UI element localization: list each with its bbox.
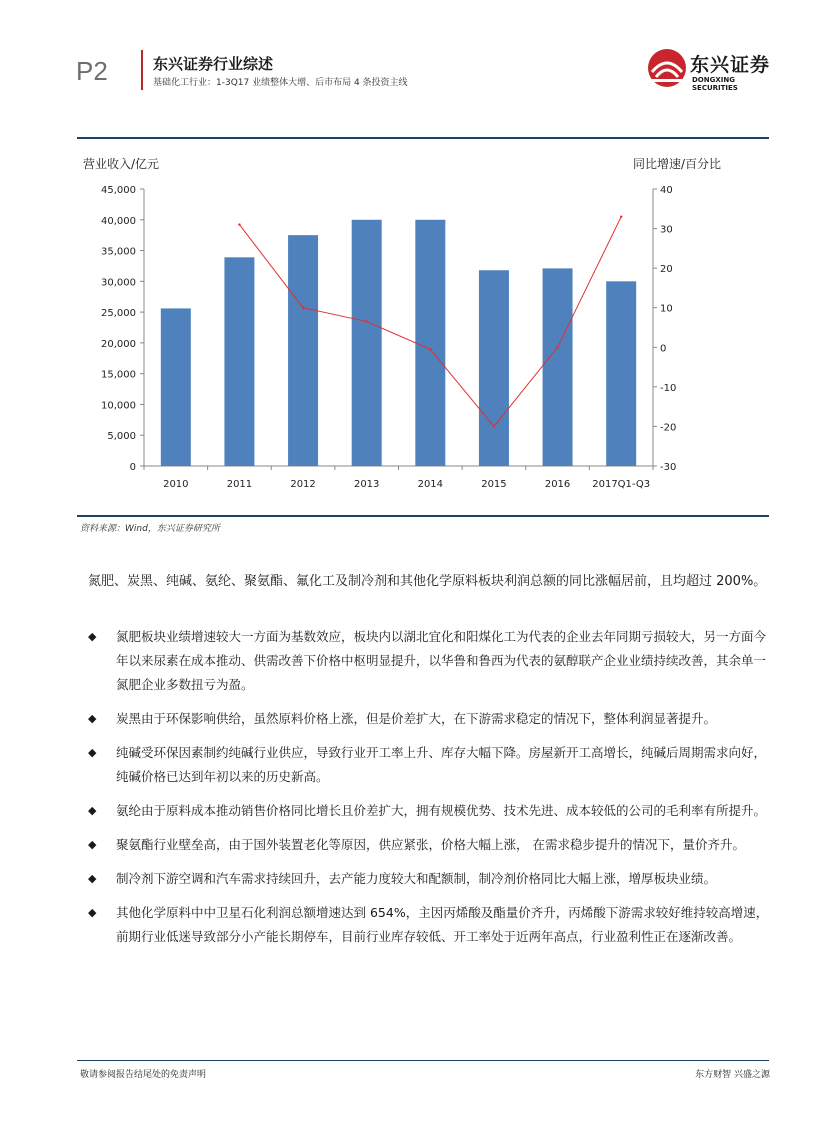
bullet-text: 其他化学原料中中卫星石化利润总额增速达到 654%，主因丙烯酸及酯量价齐升，丙烯酸下游需求较好维持较高增速，前期行业低迷导致部分小产能长期停车，目前行业库存较低、开工率处于近两年高点，行业盈利性正在逐渐改善。 [116, 905, 769, 944]
growth-point-2013 [365, 320, 367, 322]
bullet-text: 炭黑由于环保影响供给，虽然原料价格上涨，但是价差扩大，在下游需求稳定的情况下，整体利润显著提升。 [116, 711, 717, 726]
bullet-diamond-icon: ◆ [88, 746, 97, 759]
left-tick-label: 0 [129, 462, 136, 473]
dongxing-logo [646, 44, 776, 94]
analysis-bullet-list [88, 625, 770, 959]
right-tick-label: 30 [660, 224, 673, 236]
bullet-item-nitrogen-fertilizer [88, 625, 770, 697]
chart-bottom-rule [77, 515, 769, 517]
bullet-item-polyurethane [88, 833, 770, 857]
growth-point-2016 [556, 346, 558, 348]
growth-point-2015 [493, 425, 495, 427]
footer-rule [77, 1060, 769, 1061]
chart-source-note: 资料来源：Wind，东兴证券研究所 [80, 524, 220, 534]
growth-point-2011 [238, 223, 240, 225]
chart-svg [77, 140, 769, 515]
revenue-bar-2014 [415, 220, 445, 466]
bullet-diamond-icon: ◆ [88, 630, 97, 643]
x-tick-label: 2017Q1-Q3 [592, 479, 651, 490]
bullet-text: 氨纶由于原料成本推动销售价格同比增长且价差扩大，拥有规模优势、技术先进、成本较低的公司的毛利率有所提升。 [116, 803, 767, 818]
bullet-item-other-chemicals [88, 901, 770, 949]
right-tick-label: -10 [660, 382, 677, 394]
x-tick-label: 2012 [290, 479, 316, 490]
revenue-bar-2016 [543, 268, 573, 466]
left-tick-label: 15,000 [101, 369, 136, 381]
left-tick-label: 25,000 [101, 308, 136, 320]
left-tick-label: 40,000 [101, 215, 136, 227]
dongxing-logo-icon [646, 48, 688, 88]
report-subtitle: 基础化工行业：1-3Q17 业绩整体大增、后市布局 4 条投资主线 [153, 78, 408, 88]
report-series-title: 东兴证券行业综述 [153, 55, 274, 73]
bullet-diamond-icon: ◆ [88, 804, 97, 817]
bullet-text: 氮肥板块业绩增速较大一方面为基数效应，板块内以湖北宜化和阳煤化工为代表的企业去年同期亏损较大，另一方面今年以来尿素在成本推动、供需改善下价格中枢明显提升，以华鲁和鲁西为代表的氨醇联产企业业绩持续改善，其余单一氮肥企业多数扭亏为盈。 [116, 629, 767, 692]
revenue-bar-2015 [479, 270, 509, 466]
x-tick-label: 2010 [163, 479, 189, 490]
revenue-bar-2013 [352, 220, 382, 466]
right-tick-label: -20 [660, 422, 677, 434]
revenue-bar-2011 [224, 257, 254, 466]
intro-paragraph: 氮肥、炭黑、纯碱、氨纶、聚氨酯、氟化工及制冷剂和其他化学原料板块利润总额的同比涨幅居前，且均超过 200%。 [88, 574, 767, 589]
bullet-item-soda-ash [88, 741, 770, 789]
x-tick-label: 2013 [353, 479, 380, 490]
right-tick-label: 10 [660, 303, 673, 315]
revenue-bar-2012 [288, 235, 318, 466]
header-divider [141, 50, 143, 90]
bullet-diamond-icon: ◆ [88, 712, 97, 725]
bullet-diamond-icon: ◆ [88, 872, 97, 885]
right-tick-label: -30 [660, 462, 677, 473]
page-number: P2 [76, 56, 108, 86]
footer-disclaimer: 敬请参阅报告结尾处的免责声明 [80, 1070, 207, 1080]
revenue-growth-chart [77, 140, 769, 515]
right-tick-label: 0 [660, 343, 667, 355]
left-tick-label: 5,000 [107, 431, 136, 443]
revenue-bar-2010 [161, 308, 191, 466]
left-tick-label: 35,000 [101, 246, 136, 258]
left-tick-label: 10,000 [101, 400, 136, 412]
bullet-item-carbon-black [88, 707, 770, 731]
bullet-item-spandex [88, 799, 770, 823]
bullet-diamond-icon: ◆ [88, 906, 97, 919]
x-tick-label: 2011 [226, 479, 253, 490]
x-tick-label: 2014 [417, 479, 444, 490]
right-tick-label: 40 [660, 185, 673, 196]
bullet-diamond-icon: ◆ [88, 838, 97, 851]
revenue-bar-2017Q1-Q3 [606, 281, 636, 466]
growth-point-2012 [302, 307, 304, 309]
logo-english-text: DONGXING SECURITIES [692, 76, 738, 92]
x-tick-label: 2015 [481, 479, 507, 490]
left-tick-label: 20,000 [101, 338, 136, 350]
chart-top-rule [77, 137, 769, 139]
right-axis-title: 同比增速/百分比 [633, 157, 722, 171]
bullet-text: 聚氨酯行业壁垒高，由于国外装置老化等原因，供应紧张，价格大幅上涨， 在需求稳步提升的情况下，量价齐升。 [116, 837, 745, 852]
left-tick-label: 45,000 [101, 185, 136, 196]
logo-text: 东兴证券 [690, 54, 771, 76]
bullet-text: 纯碱受环保因素制约纯碱行业供应，导致行业开工率上升、库存大幅下降。房屋新开工高增长，纯碱后周期需求向好，纯碱价格已达到年初以来的历史新高。 [116, 745, 767, 784]
bullet-text: 制冷剂下游空调和汽车需求持续回升，去产能力度较大和配额制，制冷剂价格同比大幅上涨，增厚板块业绩。 [116, 871, 717, 886]
right-tick-label: 20 [660, 264, 673, 276]
growth-point-2017Q1-Q3 [620, 216, 622, 218]
left-axis-title: 营业收入/亿元 [83, 157, 160, 171]
growth-point-2014 [429, 348, 431, 350]
bullet-item-refrigerant [88, 867, 770, 891]
footer-slogan: 东方财智 兴盛之源 [695, 1070, 770, 1080]
left-tick-label: 30,000 [101, 277, 136, 289]
x-tick-label: 2016 [544, 479, 571, 490]
